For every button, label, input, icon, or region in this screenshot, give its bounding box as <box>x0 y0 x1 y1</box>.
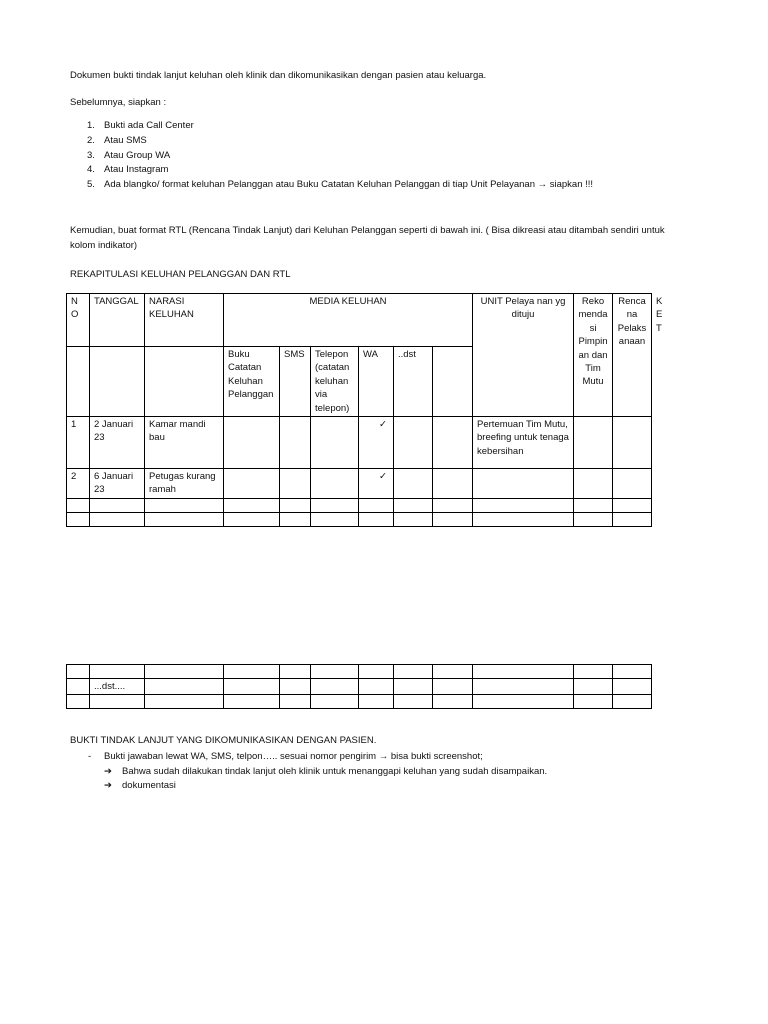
subheader-sms: SMS <box>280 347 311 417</box>
table-cell <box>67 695 90 709</box>
arrow-icon: ➔ <box>104 780 112 791</box>
table-cell <box>473 498 574 512</box>
table-row <box>67 695 652 709</box>
header-tanggal: TANGGAL <box>90 294 145 347</box>
table-cell <box>224 498 280 512</box>
table-cell <box>280 679 311 695</box>
list-text: Bukti ada Call Center <box>104 120 194 131</box>
subheader-wa: WA <box>359 347 394 417</box>
table-cell <box>280 665 311 679</box>
table-cell <box>224 679 280 695</box>
table-cell <box>613 679 652 695</box>
subheader-buku: Buku Catatan Keluhan Pelanggan <box>224 347 280 417</box>
arrow-icon: ➔ <box>104 766 112 777</box>
table-cell <box>394 469 433 499</box>
intro-text: Dokumen bukti tindak lanjut keluhan oleh klinik dan dikomunikasikan dengan pasien atau keluarga. <box>70 70 487 81</box>
table-cell <box>90 347 145 417</box>
list-text: Atau Instagram <box>104 164 169 176</box>
subheader-telepon: Telepon (catatan keluhan via telepon) <box>311 347 359 417</box>
table-row <box>67 417 652 469</box>
table-cell <box>613 417 652 469</box>
list-item <box>70 119 593 134</box>
table-row <box>67 665 652 679</box>
table-cell <box>359 695 394 709</box>
bukti-sub-item: dokumentasi <box>122 780 176 791</box>
table-cell <box>311 417 359 469</box>
table-cell <box>145 498 224 512</box>
row-no: 2 <box>67 469 90 499</box>
bukti-item: Bukti jawaban lewat WA, SMS, telpon….. sesuai nomor pengirim → bisa bukti screenshot; <box>104 751 483 762</box>
continuation-table <box>66 664 652 709</box>
bukti-title: BUKTI TINDAK LANJUT YANG DIKOMUNIKASIKAN DENGAN PASIEN. <box>70 735 377 746</box>
table-cell <box>574 512 613 526</box>
table-cell <box>433 469 473 499</box>
list-item <box>70 178 593 193</box>
header-no: N O <box>67 294 90 347</box>
row-tanggal: 6 Januari 23 <box>90 469 145 499</box>
row-no: 1 <box>67 417 90 469</box>
table-cell <box>67 498 90 512</box>
table-cell <box>311 512 359 526</box>
table-cell <box>473 695 574 709</box>
table-cell <box>433 417 473 469</box>
table-cell <box>473 512 574 526</box>
table-title: REKAPITULASI KELUHAN PELANGGAN DAN RTL <box>70 269 291 280</box>
table-cell <box>311 469 359 499</box>
header-rekomendasi: Rekomendasi Pimpinan dan Tim Mutu <box>574 294 613 417</box>
table-cell <box>359 512 394 526</box>
table-cell <box>574 665 613 679</box>
table-cell <box>433 498 473 512</box>
table-cell <box>280 512 311 526</box>
table-cell <box>311 665 359 679</box>
check-mark-icon: ✓ <box>359 417 394 469</box>
list-item <box>70 163 593 178</box>
table-row <box>67 512 652 526</box>
table-cell <box>145 665 224 679</box>
table-cell <box>613 498 652 512</box>
header-unit: UNIT Pelaya nan yg dituju <box>473 294 574 417</box>
table-cell <box>394 512 433 526</box>
table-cell <box>90 498 145 512</box>
prepare-list <box>70 119 593 193</box>
header-rencana: Renca na Pelaks anaan <box>613 294 652 417</box>
table-cell <box>145 695 224 709</box>
table-cell <box>574 679 613 695</box>
table-cell <box>574 417 613 469</box>
list-text: Atau SMS <box>104 134 147 146</box>
table-cell <box>394 665 433 679</box>
table-cell <box>394 679 433 695</box>
table-cell <box>433 665 473 679</box>
table-cell <box>67 679 90 695</box>
table-cell <box>473 665 574 679</box>
table-cell <box>90 512 145 526</box>
list-item <box>70 134 593 149</box>
table-cell <box>433 679 473 695</box>
row-rekomendasi: Pertemuan Tim Mutu, breefing untuk tenaga kebersihan <box>473 417 574 469</box>
table-cell <box>311 679 359 695</box>
header-row: N O TANGGAL NARASI KELUHAN MEDIA KELUHAN UNIT Pelaya nan yg dituju Rekomendasi Pimpinan dan Tim Mutu Renca na Pelaks anaan KET <box>67 294 652 347</box>
bukti-dash: - <box>88 751 92 762</box>
list-text: Ada blangko/ format keluhan Pelanggan atau Buku Catatan Keluhan Pelanggan di tiap Unit Pelayanan → siapkan !!! <box>104 179 594 191</box>
table-cell <box>224 665 280 679</box>
table-cell <box>359 679 394 695</box>
table-row <box>67 469 652 499</box>
table-cell <box>311 695 359 709</box>
row-narasi: Petugas kurang ramah <box>145 469 224 499</box>
table-cell <box>574 695 613 709</box>
table-cell <box>473 679 574 695</box>
table-cell <box>67 512 90 526</box>
table-cell <box>90 665 145 679</box>
dst-cell: ...dst.... <box>90 679 145 695</box>
table-cell <box>574 498 613 512</box>
table-cell <box>145 512 224 526</box>
table-cell <box>394 417 433 469</box>
table-cell <box>394 498 433 512</box>
table-cell <box>613 695 652 709</box>
table-cell <box>280 417 311 469</box>
table-cell <box>613 665 652 679</box>
table-cell <box>574 469 613 499</box>
row-narasi: Kamar mandi bau <box>145 417 224 469</box>
table-cell <box>311 498 359 512</box>
table-cell <box>224 695 280 709</box>
subheader-dst: ..dst <box>394 347 433 417</box>
table-cell <box>359 498 394 512</box>
recap-table <box>66 293 663 527</box>
table-cell <box>280 469 311 499</box>
row-rekomendasi <box>473 469 574 499</box>
table-row <box>67 679 652 695</box>
table-cell <box>224 417 280 469</box>
list-number: 4. <box>87 164 95 176</box>
table-cell <box>224 512 280 526</box>
table-cell <box>67 347 90 417</box>
table-cell <box>359 665 394 679</box>
table-cell <box>90 695 145 709</box>
instruction-text: Kemudian, buat format RTL (Rencana Tindak Lanjut) dari Keluhan Pelanggan seperti di bawah ini. ( Bisa dikreasi atau ditambah sendiri untuk kolom indikator) <box>70 225 665 251</box>
list-number: 2. <box>87 134 95 146</box>
row-tanggal: 2 Januari 23 <box>90 417 145 469</box>
list-number: 5. <box>87 179 95 191</box>
table-cell <box>280 695 311 709</box>
table-cell <box>433 695 473 709</box>
list-number: 3. <box>87 149 95 161</box>
header-media: MEDIA KELUHAN <box>224 294 473 347</box>
table-cell <box>613 469 652 499</box>
table-cell <box>145 347 224 417</box>
table-cell <box>224 469 280 499</box>
bukti-sub-item: Bahwa sudah dilakukan tindak lanjut oleh klinik untuk menanggapi keluhan yang sudah disampaikan. <box>122 766 548 777</box>
table-cell <box>394 695 433 709</box>
table-cell <box>67 665 90 679</box>
table-cell <box>433 512 473 526</box>
list-text: Atau Group WA <box>104 149 171 161</box>
table-row <box>67 498 652 512</box>
table-cell <box>613 512 652 526</box>
check-mark-icon: ✓ <box>359 469 394 499</box>
list-number: 1. <box>87 120 95 131</box>
list-item <box>70 149 593 164</box>
table-cell <box>145 679 224 695</box>
table-cell <box>433 347 473 417</box>
table-cell <box>280 498 311 512</box>
header-narasi: NARASI KELUHAN <box>145 294 224 347</box>
prepare-label: Sebelumnya, siapkan : <box>70 97 167 108</box>
